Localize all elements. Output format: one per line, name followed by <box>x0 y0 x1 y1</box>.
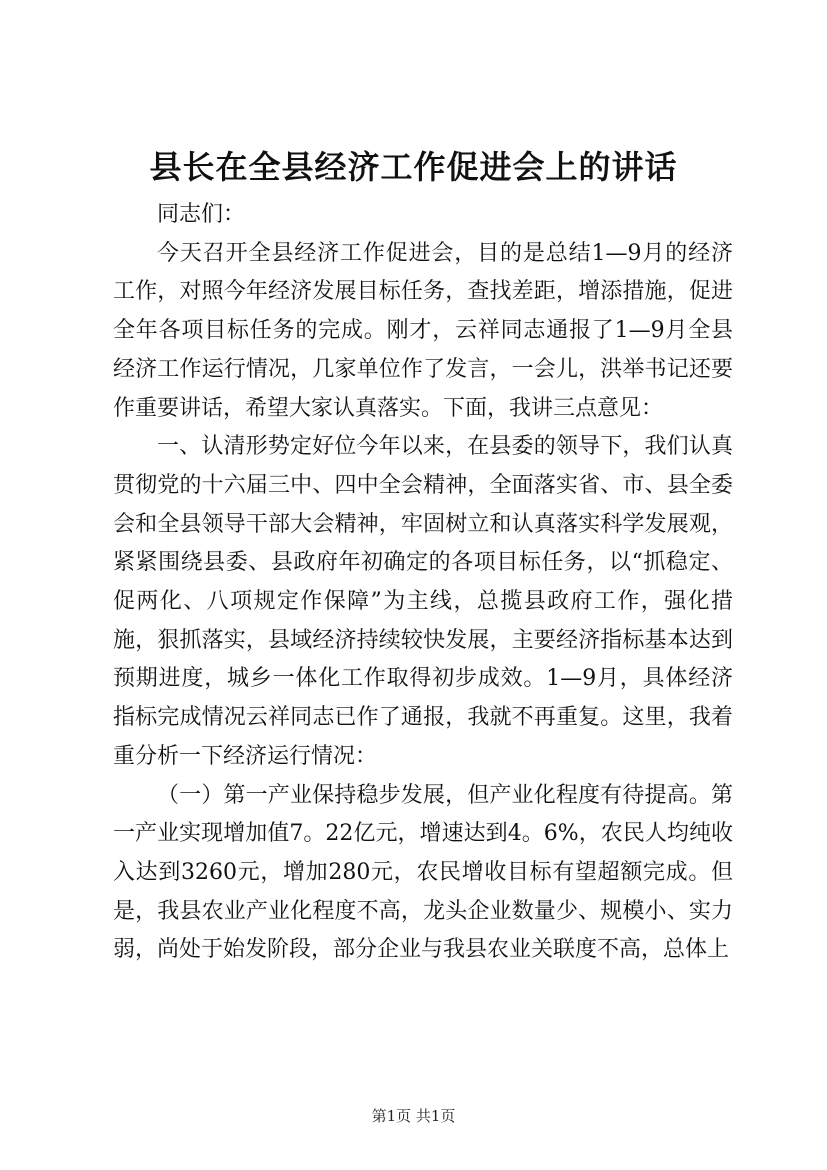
paragraph-opening: 今天召开全县经济工作促进会，目的是总结1—9月的经济工作，对照今年经济发展目标任务，查找差距，增添措施，促进全年各项目标任务的完成。刚才，云祥同志通报了1—9月全县经济工作运行情况，几家单位作了发言，一会儿，洪举书记还要作重要讲话，希望大家认真落实。下面，我讲三点意见： <box>113 240 733 421</box>
paragraph-section-one: 一、认清形势定好位今年以来，在县委的领导下，我们认真贯彻党的十六届三中、四中全会精神，全面落实省、市、县全委会和全县领导干部大会精神，牢固树立和认真落实科学发展观，紧紧围绕县委、县政府年初确定的各项目标任务，以“抓稳定、促两化、八项规定作保障”为主线，总揽县政府工作，强化措施，狠抓落实，县域经济持续较快发展，主要经济指标基本达到预期进度，城乡一体化工作取得初步成效。1—9月，具体经济指标完成情况云祥同志已作了通报，我就不再重复。这里，我着重分析一下经济运行情况： <box>113 434 733 769</box>
document-body <box>113 196 733 970</box>
page-number-footer: 第1页 共1页 <box>371 1107 456 1125</box>
salutation: 同志们： <box>157 202 246 227</box>
paragraph-primary-industry: （一）第一产业保持稳步发展，但产业化程度有待提高。第一产业实现增加值7。22亿元，增速达到4。6%，农民人均纯收入达到3260元，增加280元，农民增收目标有望超额完成。但是，我县农业产业化程度不高，龙头企业数量少、规模小、实力弱，尚处于始发阶段，部分企业与我县农业关联度不高，总体上 <box>113 782 733 963</box>
document-title: 县长在全县经济工作促进会上的讲话 <box>149 148 678 186</box>
